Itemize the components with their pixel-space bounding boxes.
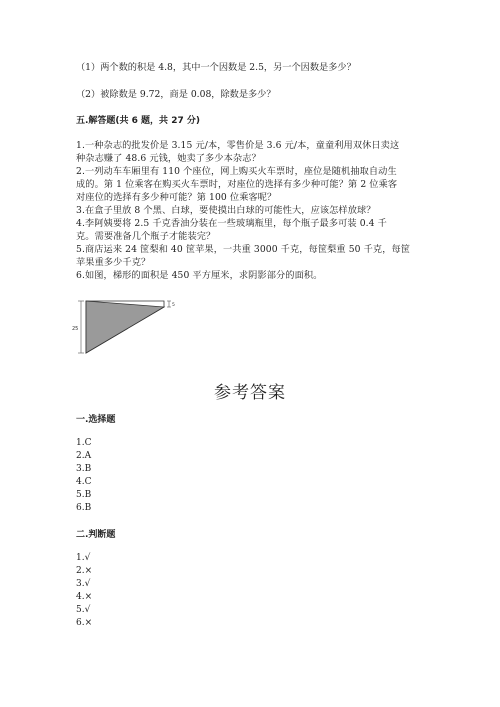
judge-answer: 1.√ — [76, 553, 91, 563]
paragraph-line: 成的。第 1 位乘客在购买火车票时，对座位的选择有多少种可能？第 2 位乘客 — [76, 179, 398, 190]
choice-answer: 4.C — [76, 477, 92, 487]
section-heading-answers: 五.解答题(共 6 题，共 27 分) — [76, 116, 200, 126]
choice-answer: 6.B — [76, 503, 92, 513]
paragraph-line: 6.如图，梯形的面积是 450 平方厘米，求阴影部分的面积。 — [76, 270, 323, 281]
shaded-triangle — [86, 301, 164, 353]
paragraph-line: 苹果重多少千克？ — [76, 257, 151, 268]
judge-answer: 3.√ — [76, 579, 91, 589]
judge-answer: 2.× — [76, 566, 93, 576]
question-2: （2）被除数是 9.72，商是 0.08，除数是多少？ — [76, 89, 276, 100]
paragraph-line: 对座位的选择有多少种可能？第 100 位乘客呢？ — [76, 192, 277, 203]
choice-answer: 5.B — [76, 490, 92, 500]
choice-answer: 2.A — [76, 451, 92, 461]
question-1: （1）两个数的积是 4.8，其中一个因数是 2.5，另一个因数是多少？ — [76, 62, 356, 73]
paragraph-line: 4.李阿姨要将 2.5 千克香油分装在一些玻璃瓶里，每个瓶子最多可装 0.4 千 — [76, 218, 387, 229]
paragraph-line: 种杂志赚了 48.6 元钱，她卖了多少本杂志？ — [76, 153, 261, 164]
choice-answer: 1.C — [76, 438, 92, 448]
judge-answer: 6.× — [76, 618, 93, 628]
judge-answer: 5.√ — [76, 605, 91, 615]
choice-answer: 3.B — [76, 464, 92, 474]
judge-answer: 4.× — [76, 592, 93, 602]
paragraph-line: 1.一种杂志的批发价是 3.15 元/本，零售价是 3.6 元/本，童童利用双休日卖这 — [76, 140, 400, 151]
height-label: 25 — [72, 326, 79, 332]
paragraph-line: 5.商店运来 24 筐梨和 40 筐苹果，一共重 3000 千克，每筐梨重 50 千克，每筐 — [76, 244, 411, 255]
answer-title: 参考答案 — [214, 383, 286, 403]
judge-heading: 二.判断题 — [76, 530, 116, 540]
choice-heading: 一.选择题 — [76, 415, 116, 425]
paragraph-line: 克。需要准备几个瓶子才能装完？ — [76, 231, 216, 242]
side-label: 5 — [172, 303, 175, 308]
paragraph-line: 3.在盒子里放 8 个黑、白球，要使摸出白球的可能性大，应该怎样放球？ — [76, 205, 376, 216]
trapezoid-figure — [70, 295, 180, 360]
paragraph-line: 2.一列动车车厢里有 110 个座位，网上购买火车票时，座位是随机抽取自动生 — [76, 166, 397, 177]
